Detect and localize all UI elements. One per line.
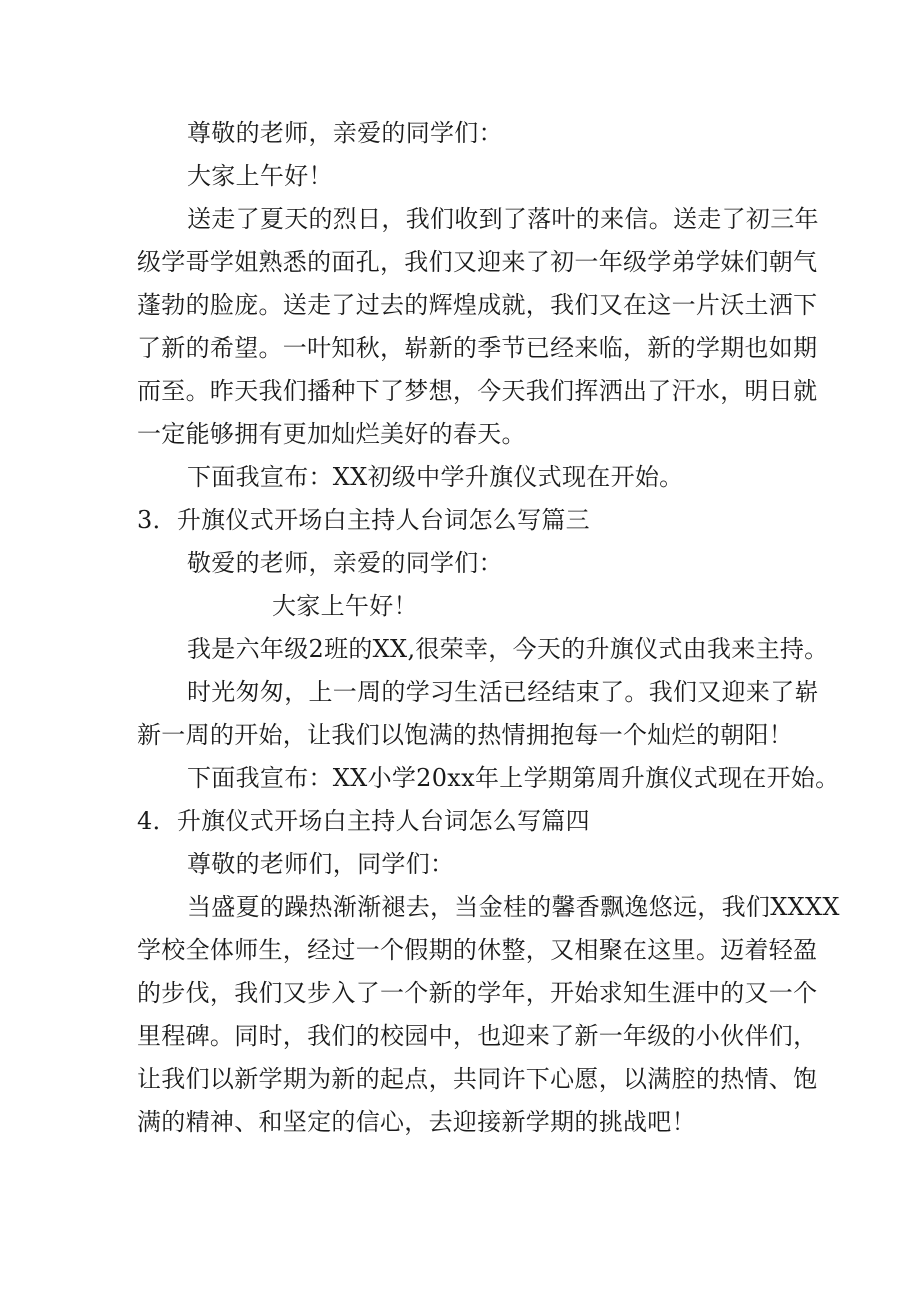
paragraph-3-line-3: 的步伐，我们又步入了一个新的学年，开始求知生涯中的又一个 xyxy=(137,979,818,1007)
paragraph-1-line-6: 一定能够拥有更加灿烂美好的春天。 xyxy=(137,420,526,448)
paragraph-1-line-2: 级学哥学姐熟悉的面孔，我们又迎来了初一年级学弟学妹们朝气 xyxy=(137,248,818,276)
salutation-2: 敬爱的老师，亲爱的同学们： xyxy=(187,549,503,577)
paragraph-1-line-4: 了新的希望。一叶知秋，崭新的季节已经来临，新的学期也如期 xyxy=(137,334,818,362)
paragraph-3-line-1: 当盛夏的躁热渐渐褪去，当金桂的馨香飘逸悠远，我们XXXX xyxy=(187,893,840,921)
paragraph-1-line-1: 送走了夏天的烈日，我们收到了落叶的来信。送走了初三年 xyxy=(187,205,819,233)
introduction-line: 我是六年级2班的XX,很荣幸，今天的升旗仪式由我来主持。 xyxy=(187,635,829,663)
paragraph-3-line-5: 让我们以新学期为新的起点，共同许下心愿，以满腔的热情、饱 xyxy=(137,1065,818,1093)
paragraph-2-line-1: 时光匆匆，上一周的学习生活已经结束了。我们又迎来了崭 xyxy=(187,678,819,706)
paragraph-1-line-5: 而至。昨天我们播种下了梦想，今天我们挥洒出了汗水，明日就 xyxy=(137,377,818,405)
salutation-3: 尊敬的老师们，同学们： xyxy=(187,850,455,878)
announcement-2: 下面我宣布：XX小学20xx年上学期第周升旗仪式现在开始。 xyxy=(187,764,840,792)
salutation-1: 尊敬的老师，亲爱的同学们： xyxy=(187,119,503,147)
paragraph-3-line-4: 里程碑。同时，我们的校园中，也迎来了新一年级的小伙伴们， xyxy=(137,1022,818,1050)
greeting-2: 大家上午好！ xyxy=(272,592,418,620)
announcement-1: 下面我宣布：XX初级中学升旗仪式现在开始。 xyxy=(187,463,684,491)
section-heading-3: 3．升旗仪式开场白主持人台词怎么写篇三 xyxy=(137,506,590,534)
paragraph-2-line-2: 新一周的开始，让我们以饱满的热情拥抱每一个灿烂的朝阳！ xyxy=(137,721,794,749)
paragraph-1-line-3: 蓬勃的脸庞。送走了过去的辉煌成就，我们又在这一片沃土洒下 xyxy=(137,291,818,319)
paragraph-3-line-2: 学校全体师生，经过一个假期的休整，又相聚在这里。迈着轻盈 xyxy=(137,936,818,964)
section-heading-4: 4．升旗仪式开场白主持人台词怎么写篇四 xyxy=(137,807,590,835)
greeting-1: 大家上午好！ xyxy=(187,162,333,190)
paragraph-3-line-6: 满的精神、和坚定的信心，去迎接新学期的挑战吧！ xyxy=(137,1108,696,1136)
